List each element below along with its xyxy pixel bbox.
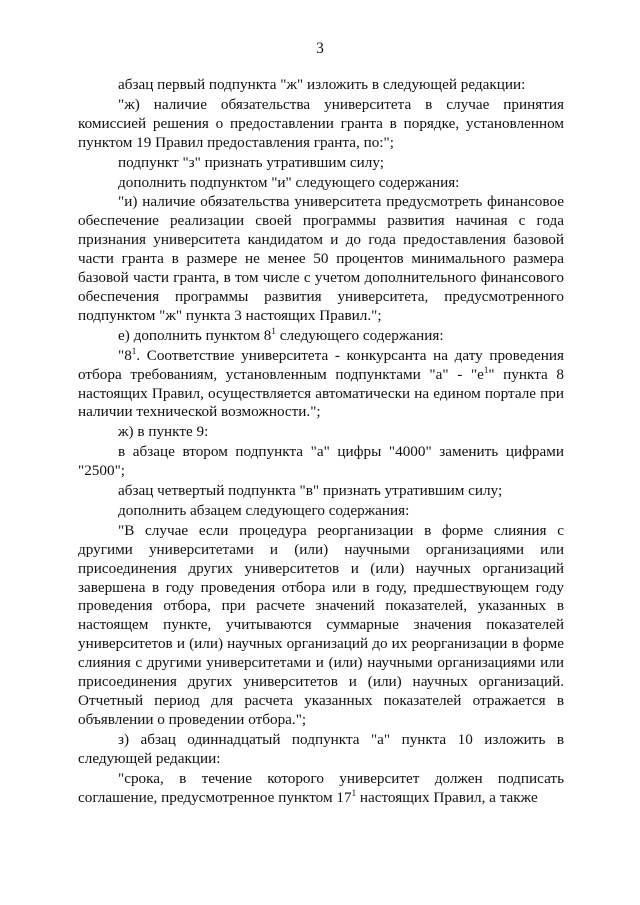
paragraph: дополнить абзацем следующего содержания: (118, 501, 410, 519)
paragraph (78, 327, 564, 346)
text: "срока, в течение которого университет должен подписать соглашение, предусмотренное пунктом 17 (78, 769, 564, 806)
paragraph: в абзаце втором подпункта "а" цифры "4000" заменить цифрами "2500"; (78, 443, 564, 480)
paragraph: дополнить подпунктом "и" следующего содержания: (118, 173, 460, 191)
page-number: 3 (316, 40, 324, 57)
paragraph: абзац первый подпункта "ж" изложить в следующей редакции: (118, 76, 526, 93)
text: " пункта 8 настоящих Правил, осуществляется автоматически на едином портале при наличии технической возможности."; (78, 365, 564, 421)
paragraph: абзац четвертый подпункта "в" признать утратившим силу; (118, 482, 503, 500)
paragraph: ж) в пункте 9: (118, 423, 209, 441)
text: следующего содержания: (275, 326, 444, 344)
paragraph: "ж) наличие обязательства университета в случае принятия комиссией решения о предоставлении гранта в порядке, установленном пунктом 19 Правил предоставления гранта, по:"; (78, 95, 564, 151)
superscript: 1 (483, 364, 489, 375)
paragraph: подпункт "з" признать утратившим силу; (118, 153, 384, 171)
superscript: 1 (351, 787, 357, 798)
paragraph: з) абзац одиннадцатый подпункта "а" пункта 10 изложить в следующей редакции: (78, 730, 564, 767)
text: настоящих Правил, а также (356, 788, 538, 806)
text: . Соответствие университета - конкурсанта на дату проведения отбора требованиям, установленным подпунктами "а" - "е (78, 346, 564, 383)
text: "8 (118, 346, 132, 364)
paragraph: "В случае если процедура реорганизации в форме слияния с другими университетами и (или) научными организациями или присоединения других университетов и (или) научных организаций завершена в году проведения отбора или в году, предшествующем году проведения отбора, при расчете значений показателей, указанных в настоящем пункте, учитываются суммарные значения показателей университетов и (или) научных организаций до их реорганизации в форме слияния с другими университетами и (или) научными организациями или присоединения других университетов и (или) научных организаций. Отчетный период для расчета указанных показателей отражается в объявлении о проведении отбора."; (78, 521, 564, 728)
paragraph (78, 347, 564, 423)
superscript: 1 (271, 325, 276, 336)
paragraph: "и) наличие обязательства университета предусмотреть финансовое обеспечение реализации своей программы развития начиная с года признания университета кандидатом и до года предоставления базовой части гранта в размере не менее 50 процентов минимального размера базовой части гранта, в том числе с учетом дополнительного финансового обеспечения программы развития университета, предусмотренного подпунктом "ж" пункта 3 настоящих Правил."; (78, 193, 564, 324)
document-body (78, 76, 564, 808)
paragraph (78, 770, 564, 808)
superscript: 1 (131, 345, 137, 356)
text: е) дополнить пунктом 8 (118, 326, 272, 344)
